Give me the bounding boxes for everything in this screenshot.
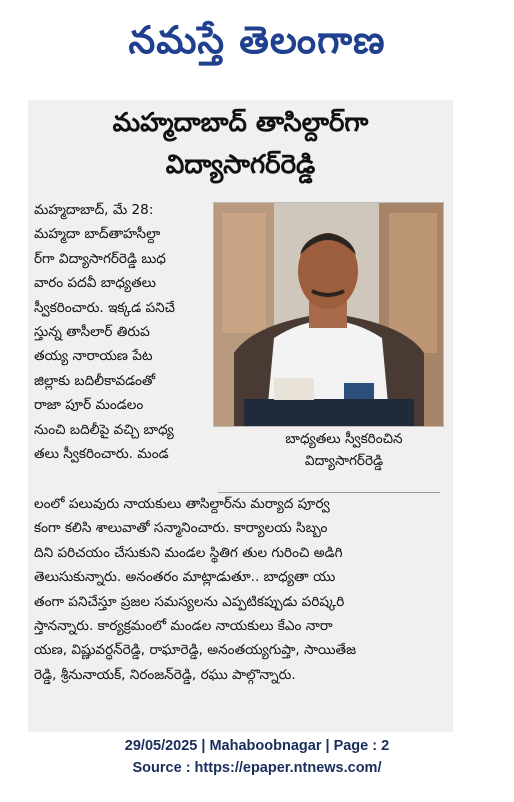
body-line: తెలుసుకున్నారు. అనంతరం మాట్లాడుతూ.. బాధ్యతా యు [34,569,336,586]
headline-line-2: విద్యాసాగర్‌రెడ్డి [165,150,316,180]
body-line: మహ్మదాబాద్, మే 28: [34,202,154,218]
photo-caption [244,428,444,472]
body-line: జిల్లాకు బదిలీకావడంతో [34,372,156,389]
headline-line-1: మహ్మదాబాద్ తాసిల్దార్‌గా [112,108,369,138]
body-line: ర్‌గా విద్యాసాగర్‌రెడ్డి బుధ [34,250,166,267]
footer-source: Source : https://epaper.ntnews.com/ [132,760,382,776]
caption-line-2: విద్యాసాగర్‌రెడ్డి [304,453,384,469]
body-line: కంగా కలిసి శాలువాతో సన్మానించారు. కార్యాలయ సిబ్బం [34,520,328,537]
person-at-desk-photo [214,203,443,426]
body-line: లంలో పలువురు నాయకులు తాసిల్దార్‌ను మర్యాద పూర్వ [34,496,330,512]
body-line: తలు స్వీకరించారు. మండ [34,445,169,462]
footer-edition-info: 29/05/2025 | Mahaboobnagar | Page : 2 [124,738,390,754]
news-clipping [28,100,453,732]
body-line: నుంచి బదిలీపై వచ్చి బాధ్య [34,421,174,438]
body-line: యణ, విష్ణువర్ధన్‌రెడ్డి, రాఘారెడ్డి, అనంతయ్యగుప్తా, సాయితేజ [34,642,357,659]
body-line: దిని పరిచయం చేసుకుని మండల స్థితిగ తుల గురించి అడిగి [34,544,343,561]
article-body-narrow-column [34,198,212,466]
caption-line-1: బాధ్యతలు స్వీకరించిన [285,431,403,447]
body-line: వారం పదవీ బాధ్యతలు [34,275,156,292]
masthead [0,0,514,90]
body-line: రెడ్డి, శ్రీనునాయక్, నిరంజన్‌రెడ్డి, రఘు పాల్గొన్నారు. [34,666,296,683]
body-line: రాజా పూర్ మండలం [34,397,144,414]
body-line: స్తానన్నారు. కార్యక్రమంలో మండల నాయకులు కేఎం నారా [34,617,333,634]
body-line: మహ్మదా బాద్‌తాహసీల్దా [34,226,161,243]
body-line: తయ్య నారాయణ పేట [34,348,153,365]
body-line: స్వీకరించారు. ఇక్కడ పనిచే [34,299,176,316]
newspaper-logo: నమస్తే తెలంగాణ [128,18,386,62]
body-line: స్తున్న తాసీలార్ తిరుప [34,323,150,340]
article-body-wide-column [34,492,446,687]
body-line: తంగా పనిచేస్తూ ప్రజల సమస్యలను ఎప్పటికప్పుడు పరిష్కరి [34,593,345,610]
article-photo [213,202,444,427]
